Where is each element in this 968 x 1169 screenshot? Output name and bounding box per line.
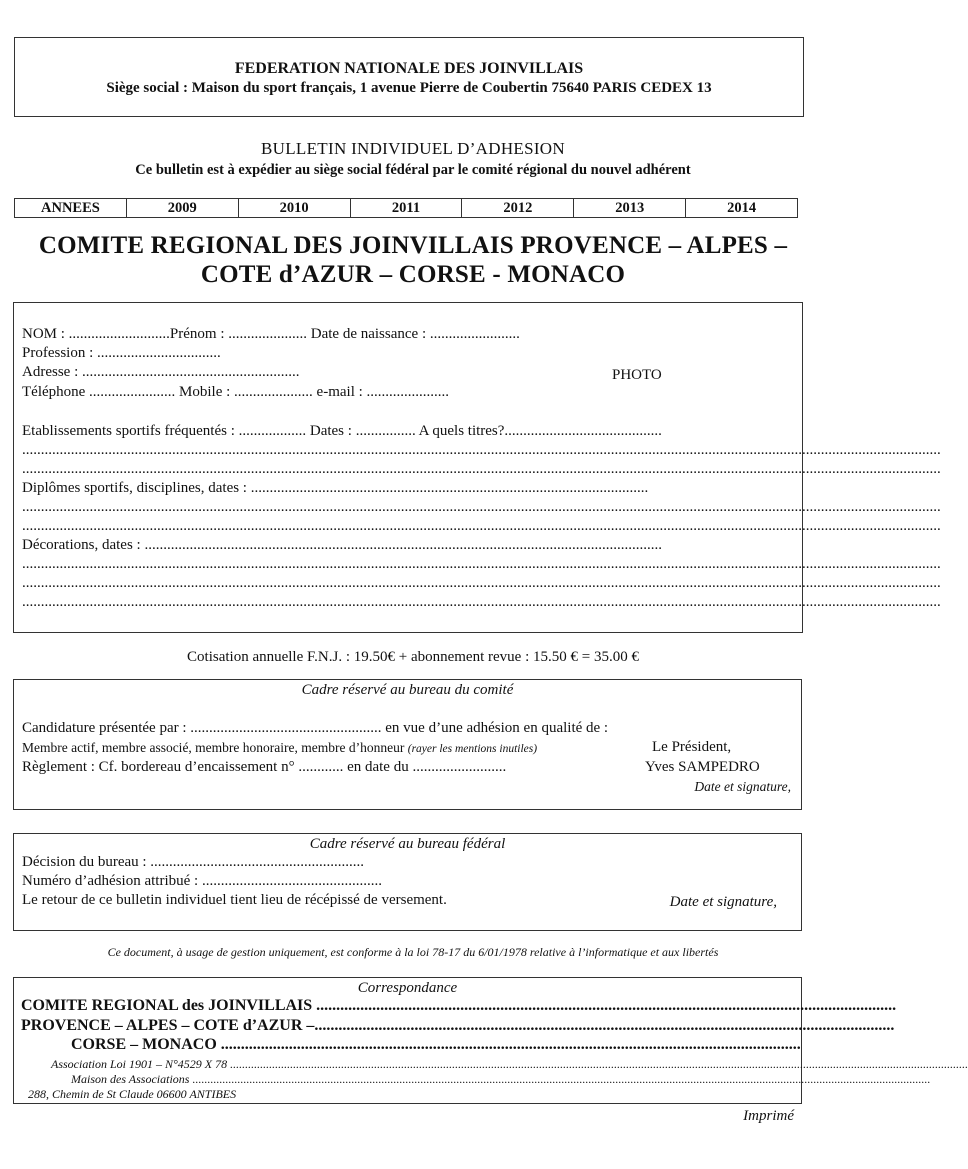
- membre-types: Membre actif, membre associé, membre honoraire, membre d’honneur: [22, 740, 405, 755]
- comite-date-signature: Date et signature,: [694, 779, 791, 794]
- corr-line-comite: COMITE REGIONAL des JOINVILLAIS .................................................................................................................................................: [21, 997, 897, 1014]
- etablissements-line[interactable]: .....................................................................................................................................................................................................................................................: [22, 442, 941, 458]
- membre-options: [22, 740, 537, 756]
- diplomes-line[interactable]: .....................................................................................................................................................................................................................................................: [22, 499, 941, 515]
- year-cell: 2014: [685, 199, 797, 217]
- numero-adhesion-field[interactable]: Numéro d’adhésion attribué : ................................................: [22, 873, 382, 889]
- federal-date-signature: Date et signature,: [669, 894, 777, 910]
- year-cell: 2012: [461, 199, 573, 217]
- year-cell: 2013: [573, 199, 685, 217]
- bulletin-title: BULLETIN INDIVIDUEL D’ADHESION: [261, 139, 565, 158]
- year-cell: 2009: [126, 199, 238, 217]
- president-label: Le Président,: [652, 739, 732, 755]
- cadre-federal: [13, 833, 802, 931]
- federation-header: [14, 37, 804, 117]
- decorations-line[interactable]: .....................................................................................................................................................................................................................................................: [22, 556, 941, 572]
- retour-text: Le retour de ce bulletin individuel tient lieu de récépissé de versement.: [22, 892, 447, 908]
- corr-maison: Maison des Associations ......................................................................................................................................................................................................................................................: [71, 1072, 931, 1086]
- photo-label: PHOTO: [612, 367, 662, 383]
- decorations-line[interactable]: .....................................................................................................................................................................................................................................................: [22, 575, 941, 591]
- decorations-field[interactable]: Décorations, dates : ..........................................................................................................................................: [22, 537, 662, 553]
- member-form: [13, 302, 941, 633]
- cotisation-text: Cotisation annuelle F.N.J. : 19.50€ + abonnement revue : 15.50 € = 35.00 €: [187, 649, 639, 665]
- etablissements-line[interactable]: .....................................................................................................................................................................................................................................................: [22, 461, 941, 477]
- corr-line-provence: PROVENCE – ALPES – COTE d’AZUR –.................................................................................................................................................: [21, 1017, 895, 1034]
- corr-dots: .................................................................................................................................................: [314, 1017, 895, 1034]
- membre-note: (rayer les mentions inutiles): [407, 743, 538, 755]
- siege-social: Siège social : Maison du sport français, 1 avenue Pierre de Coubertin 75640 PARIS CEDEX 13: [106, 80, 712, 96]
- bulletin-subtitle: Ce bulletin est à expédier au siège social fédéral par le comité régional du nouvel adhérent: [135, 162, 691, 178]
- reglement-field[interactable]: Règlement : Cf. bordereau d’encaissement n° ............ en date du .........................: [22, 759, 507, 775]
- years-header: ANNEES: [41, 200, 100, 216]
- corr-dots: .................................................................................................................................................: [220, 1036, 801, 1053]
- diplomes-line[interactable]: .....................................................................................................................................................................................................................................................: [22, 518, 941, 534]
- federation-name: FEDERATION NATIONALE DES JOINVILLAIS: [234, 60, 584, 77]
- corr-dots: .................................................................................................................................................: [316, 997, 897, 1014]
- corr-dots: ......................................................................................................................................................................................................................................................: [230, 1057, 968, 1071]
- year-cell: 2010: [238, 199, 350, 217]
- imprime-label: Imprimé: [743, 1108, 794, 1124]
- year-cell: 2011: [350, 199, 462, 217]
- years-table: [14, 198, 798, 218]
- decorations-line[interactable]: .....................................................................................................................................................................................................................................................: [22, 594, 941, 610]
- cadre-federal-title: Cadre réservé au bureau fédéral: [309, 836, 506, 852]
- candidature-field[interactable]: Candidature présentée par : ................................................... en vue d’une adhésion en qualité de :: [22, 720, 609, 736]
- etablissements-field[interactable]: Etablissements sportifs fréquentés : .................. Dates : ................ A quels titres?..........................................: [22, 423, 662, 439]
- corr-line-corse: CORSE – MONACO .................................................................................................................................................: [71, 1036, 801, 1053]
- nom-field[interactable]: NOM : ...........................Prénom : ..................... Date de naissance : ........................: [22, 326, 520, 342]
- profession-field[interactable]: Profession : .................................: [22, 345, 221, 361]
- cadre-comite: [13, 679, 802, 810]
- corr-adresse: 288, Chemin de St Claude 06600 ANTIBES: [28, 1087, 237, 1101]
- cnil-notice: Ce document, à usage de gestion uniquement, est conforme à la loi 78-17 du 6/01/1978 relative à l’informatique et aux libertés: [107, 945, 719, 959]
- decision-field[interactable]: Décision du bureau : .........................................................: [22, 854, 365, 870]
- cadre-comite-title: Cadre réservé au bureau du comité: [301, 682, 514, 698]
- telephone-field[interactable]: Téléphone ....................... Mobile : ..................... e-mail : ......................: [22, 384, 450, 400]
- diplomes-field[interactable]: Diplômes sportifs, disciplines, dates : ..........................................................................................................: [22, 480, 649, 496]
- comite-title-line2: COTE d’AZUR – CORSE - MONACO: [200, 261, 626, 288]
- adresse-field[interactable]: Adresse : ..........................................................: [22, 364, 300, 380]
- president-name: Yves SAMPEDRO: [645, 759, 760, 775]
- comite-title-line1: COMITE REGIONAL DES JOINVILLAIS PROVENCE – ALPES –: [38, 232, 788, 259]
- corr-association: Association Loi 1901 – N°4529 X 78 ......................................................................................................................................................................................................................................................: [51, 1057, 968, 1071]
- correspondance-title: Correspondance: [357, 980, 458, 996]
- correspondance-box: [13, 977, 968, 1104]
- corr-dots: ......................................................................................................................................................................................................................................................: [192, 1072, 931, 1086]
